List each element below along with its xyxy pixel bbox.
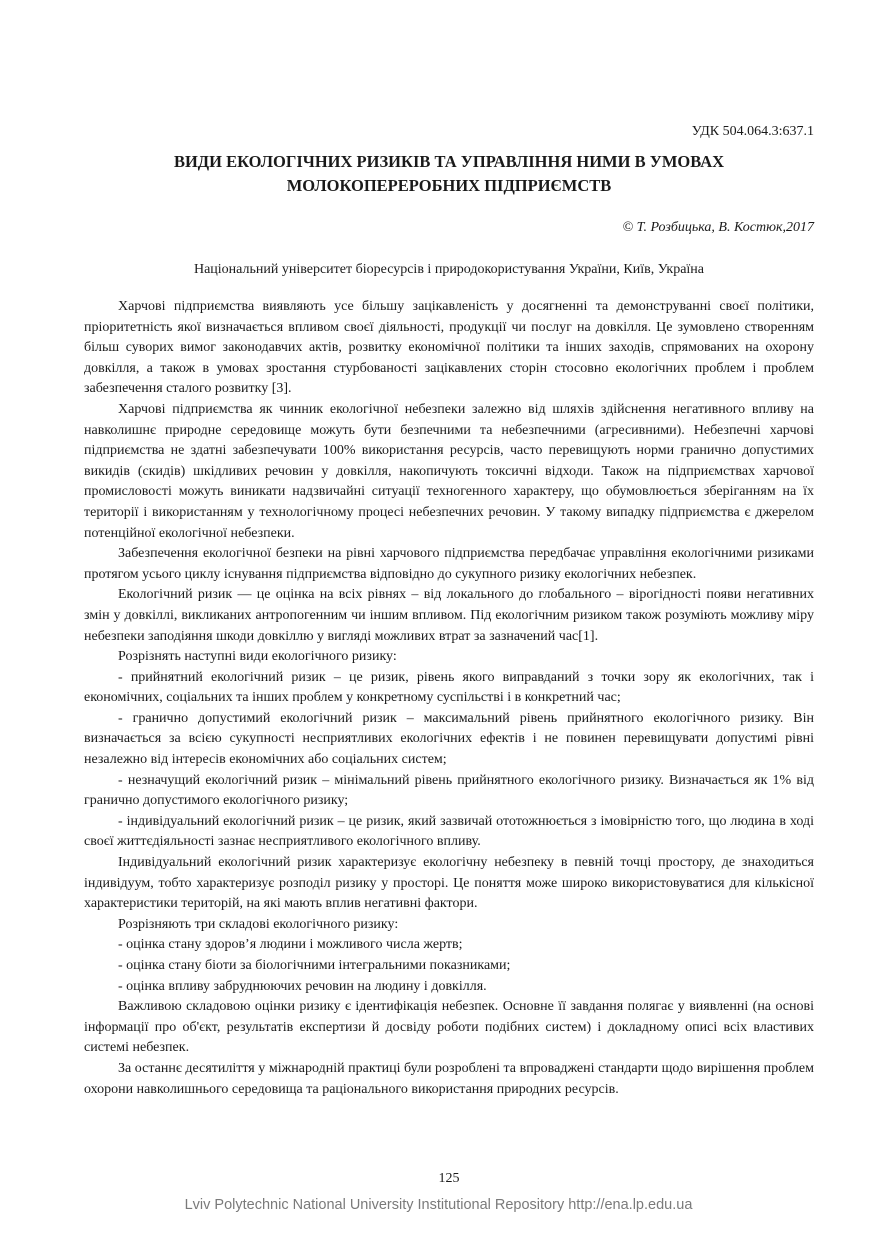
list-item: - прийнятний екологічний ризик – це ризик, рівень якого виправданий з точки зору як екологічних, так і економічних, соціальних та інших проблем у конкретному суспільстві і в конкретний час; xyxy=(84,669,814,706)
paper-title xyxy=(84,150,814,198)
repository-footer: Lviv Polytechnic National University Institutional Repository http://ena.lp.edu.ua xyxy=(184,1197,693,1213)
title-line-1: ВИДИ ЕКОЛОГІЧНИХ РИЗИКІВ ТА УПРАВЛІННЯ НИМИ В УМОВАХ xyxy=(173,152,725,171)
list-item: - оцінка стану біоти за біологічними інтегральними показниками; xyxy=(118,958,511,973)
list-item: - незначущий екологічний ризик – мінімальний рівень прийнятного екологічного ризику. Визначається як 1% від гранично допустимого екологічного ризику; xyxy=(84,772,814,809)
paragraph: Харчові підприємства як чинник екологічної небезпеки залежно від шляхів здійснення негативного впливу на навколишнє природне середовище можуть бути безпечними та небезпечними (агресивними). Небезпечні харчові підприємства не здатні забезпечувати 100% використання ресурсів, часто перевищують норми гранично допустимих викидів (скидів) шкідливих речовин у довкілля, накопичують токсичні відходи. Також на підприємствах харчової промисловості можуть виникати надзвичайні ситуації техногенного характеру, що обумовлюється зберіганням на їх території і використанням у технологічному процесі небезпечних речовин. У такому випадку підприємства є джерелом потенційної екологічної небезпеки. xyxy=(84,401,814,541)
list-item: - оцінка стану здоров’я людини і можливого числа жертв; xyxy=(118,937,463,953)
affiliation: Національний університет біоресурсів і природокористування України, Київ, Україна xyxy=(193,262,705,277)
paragraph: Важливою складовою оцінки ризику є ідентифікація небезпек. Основне її завдання полягає у виявленні (на основі інформації про об'єкт, результатів експертизи й досвіду роботи подібних систем) і докладному описі всіх властивих системі небезпек. xyxy=(84,999,814,1056)
paragraph: Розрізнять наступні види екологічного ризику: xyxy=(118,649,397,665)
paragraph: За останнє десятиліття у міжнародній практиці були розроблені та впроваджені стандарти щодо вирішення проблем охорони навколишнього середовища та раціонального використання природних ресурсів. xyxy=(84,1060,814,1097)
paragraph: Індивідуальний екологічний ризик характеризує екологічну небезпеку в певній точці простору, де знаходиться індивідуум, тобто характеризує розподіл ризику у просторі. Це поняття може широко використовуватися для кількісної характеристики територій, на які мають вплив негативні фактори. xyxy=(84,855,814,912)
page-number: 125 xyxy=(438,1171,460,1186)
document-page xyxy=(84,0,814,1240)
udc-code: УДК 504.064.3:637.1 xyxy=(691,124,814,139)
authors: © Т. Розбицька, В. Костюк,2017 xyxy=(622,220,814,235)
list-item: - індивідуальний екологічний ризик – це ризик, який зазвичай ототожнюється з імовірністю того, що людина в ході своєї життєдіяльності зазнає несприятливого екологічного впливу. xyxy=(84,813,814,850)
article-body xyxy=(84,297,814,1100)
paragraph: Харчові підприємства виявляють усе більшу зацікавленість у досягненні та демонструванні своєї політики, пріоритетність якої визначається впливом своєї діяльності, продукції чи послуг на довкілля. Це зумовлено створенням більш суворих вимог законодавчих актів, розвитку економічної політики та інших заходів, спрямованих на охорону довкілля, а також в умовах зростання стурбованості зацікавлених сторін стосовно екологічних проблем і проблем забезпечення сталого розвитку [3]. xyxy=(84,299,814,397)
paragraph: Розрізняють три складові екологічного ризику: xyxy=(118,916,399,932)
list-item: - гранично допустимий екологічний ризик – максимальний рівень прийнятного екологічного ризику. Він визначається за всією сукупності несприятливих екологічних ефектів і не повинен перевищувати допустимі рівні незалежно від інтересів економічних або соціальних систем; xyxy=(84,710,814,768)
paragraph: Екологічний ризик — це оцінка на всіх рівнях – від локального до глобального – вірогідності появи негативних змін у довкіллі, викликаних антропогенним чи іншим впливом. Під екологічним ризиком також розуміють можливу міру небезпеки заподіяння шкоди довкіллю у вигляді можливих втрат за зазначений час[1]. xyxy=(84,587,814,644)
list-item: - оцінка впливу забруднюючих речовин на людину і довкілля. xyxy=(118,978,487,994)
paragraph: Забезпечення екологічної безпеки на рівні харчового підприємства передбачає управління екологічними ризиками протягом усього циклу існування підприємства відповідно до сукупного ризику екологічних небезпек. xyxy=(84,546,814,582)
title-line-2: МОЛОКОПЕРЕРОБНИХ ПІДПРИЄМСТВ xyxy=(286,176,612,195)
